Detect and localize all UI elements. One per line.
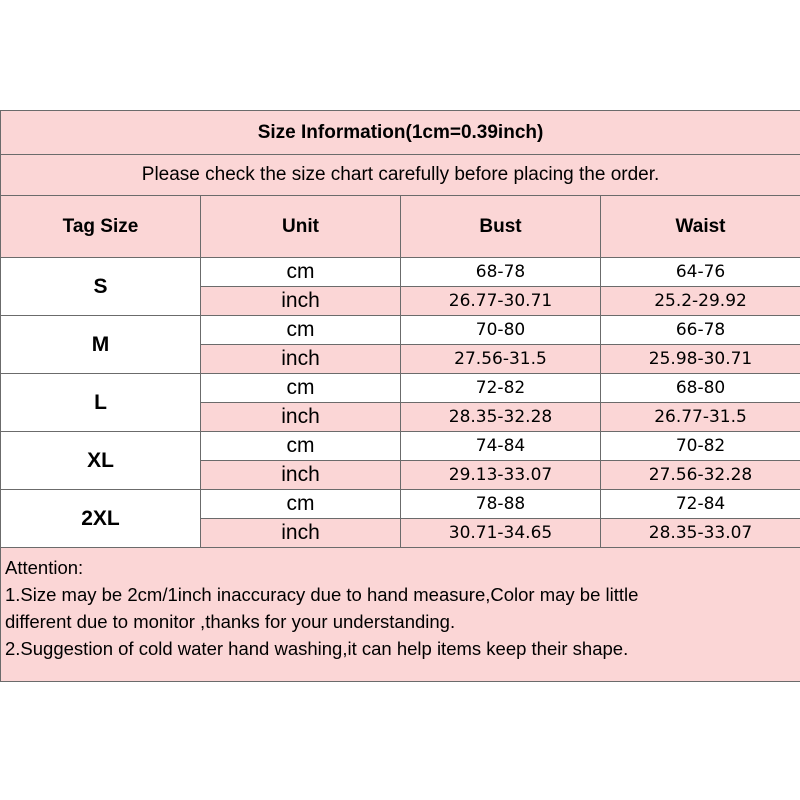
bust-cell: 29.13-33.07: [401, 461, 601, 490]
table-row: [1, 490, 800, 519]
attention-line-2: different due to monitor ,thanks for your understanding.: [5, 611, 456, 632]
bust-cell: 28.35-32.28: [401, 403, 601, 432]
attention-notes: [1, 548, 800, 682]
unit-cell: inch: [201, 519, 401, 548]
tag-size-cell: XL: [1, 432, 201, 490]
bust-cell: 68-78: [401, 258, 601, 287]
header-waist: Waist: [601, 196, 800, 258]
table-subtitle: Please check the size chart carefully before placing the order.: [1, 155, 800, 196]
tag-size-cell: M: [1, 316, 201, 374]
bust-cell: 74-84: [401, 432, 601, 461]
table-row: [1, 258, 800, 287]
attention-heading: Attention:: [5, 557, 84, 578]
table-row: [1, 432, 800, 461]
unit-cell: cm: [201, 432, 401, 461]
unit-cell: cm: [201, 490, 401, 519]
bust-cell: 30.71-34.65: [401, 519, 601, 548]
table-row: [1, 374, 800, 403]
table-title: Size Information(1cm=0.39inch): [1, 111, 800, 155]
unit-cell: cm: [201, 374, 401, 403]
waist-cell: 68-80: [601, 374, 800, 403]
waist-cell: 72-84: [601, 490, 800, 519]
waist-cell: 25.2-29.92: [601, 287, 800, 316]
unit-cell: inch: [201, 461, 401, 490]
waist-cell: 70-82: [601, 432, 800, 461]
attention-line-3: 2.Suggestion of cold water hand washing,it can help items keep their shape.: [5, 638, 629, 659]
tag-size-cell: 2XL: [1, 490, 201, 548]
waist-cell: 25.98-30.71: [601, 345, 800, 374]
tag-size-cell: L: [1, 374, 201, 432]
header-bust: Bust: [401, 196, 601, 258]
waist-cell: 66-78: [601, 316, 800, 345]
tag-size-cell: S: [1, 258, 201, 316]
attention-line-1: 1.Size may be 2cm/1inch inaccuracy due to hand measure,Color may be little: [5, 584, 639, 605]
bust-cell: 72-82: [401, 374, 601, 403]
unit-cell: inch: [201, 345, 401, 374]
unit-cell: cm: [201, 316, 401, 345]
unit-cell: inch: [201, 287, 401, 316]
bust-cell: 70-80: [401, 316, 601, 345]
waist-cell: 27.56-32.28: [601, 461, 800, 490]
bust-cell: 27.56-31.5: [401, 345, 601, 374]
waist-cell: 26.77-31.5: [601, 403, 800, 432]
waist-cell: 64-76: [601, 258, 800, 287]
unit-cell: cm: [201, 258, 401, 287]
table-row: [1, 316, 800, 345]
size-table: [0, 110, 800, 682]
header-tag-size: Tag Size: [1, 196, 201, 258]
bust-cell: 26.77-30.71: [401, 287, 601, 316]
size-chart: [0, 110, 800, 695]
waist-cell: 28.35-33.07: [601, 519, 800, 548]
unit-cell: inch: [201, 403, 401, 432]
bust-cell: 78-88: [401, 490, 601, 519]
header-unit: Unit: [201, 196, 401, 258]
